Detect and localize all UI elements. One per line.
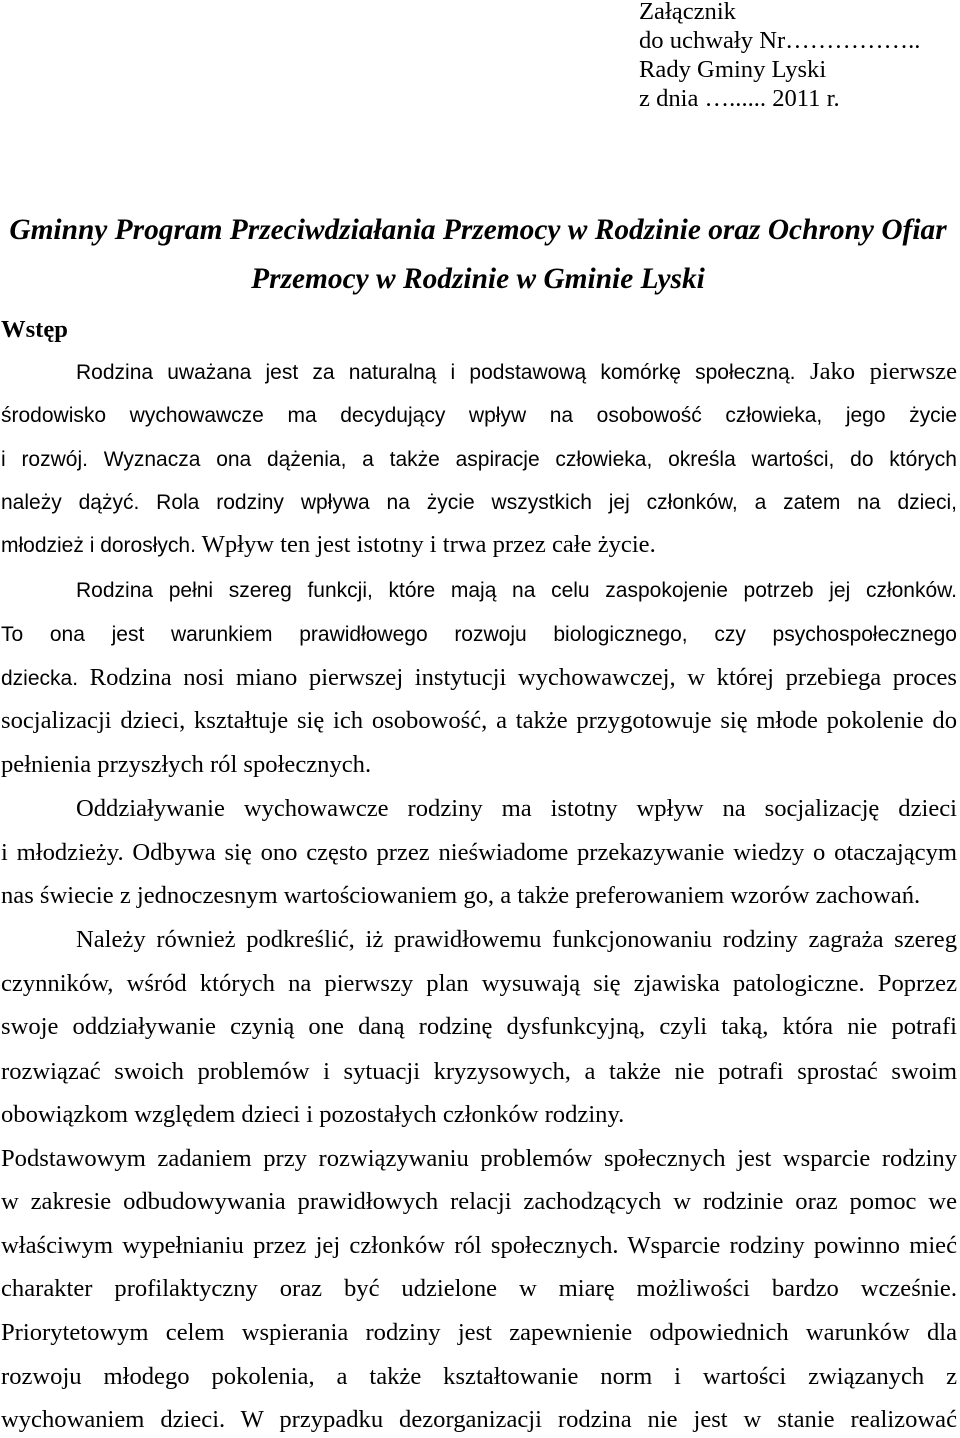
text-segment: rozwoju młodego pokolenia, a także kształtowanie norm i wartości związanych z (1, 1363, 957, 1390)
text-segment: Oddziaływanie wychowawcze rodziny ma istotny wpływ na socjalizację dzieci (76, 795, 957, 822)
title-line-2: Przemocy w Rodzinie w Gminie Lyski (251, 263, 705, 295)
text-segment: wychowaniem dzieci. W przypadku dezorganizacji rodzina nie jest w stanie realizować (1, 1406, 957, 1433)
text-segment: Rodzina uważana jest za naturalną i podstawową komórkę społeczną. (76, 361, 796, 384)
text-segment: Priorytetowym celem wspierania rodziny jest zapewnienie odpowiednich warunków dla (1, 1319, 957, 1346)
body-line (1, 444, 957, 474)
body-line (1, 530, 957, 560)
body-line (1, 487, 957, 517)
text-segment: Jako pierwsze (795, 358, 957, 385)
text-segment: Wpływ ten jest istotny i trwa przez całe życie. (195, 531, 656, 558)
body-line (1, 969, 957, 999)
text-segment: nas świecie z jednoczesnym wartościowaniem go, a także preferowaniem wzorów zachowań. (1, 882, 921, 909)
attachment-label: Załącznik (639, 0, 736, 25)
body-line (1, 1012, 957, 1042)
body-line (1, 881, 957, 911)
text-segment: To ona jest warunkiem prawidłowego rozwoju biologicznego, czy psychospołecznego (1, 623, 957, 646)
body-line (1, 400, 957, 430)
text-segment: młodzież i dorosłych. (1, 534, 196, 557)
body-line (76, 575, 957, 605)
body-line (1, 1187, 957, 1217)
body-line (1, 663, 957, 693)
text-segment: obowiązkom względem dzieci i pozostałych członków rodziny. (1, 1101, 625, 1128)
body-line (1, 1057, 957, 1087)
text-segment: pełnienia przyszłych ról społecznych. (1, 751, 372, 778)
text-segment: dziecka. (1, 667, 79, 690)
text-segment: w zakresie odbudowywania prawidłowych relacji zachodzących w rodzinie oraz pomoc we (1, 1188, 957, 1215)
text-segment: należy dążyć. Rola rodziny wpływa na życie wszystkich jej członków, a zatem na dzieci, (1, 491, 957, 514)
body-line (1, 1144, 957, 1174)
body-line (76, 357, 957, 387)
body-line (1, 1405, 957, 1435)
text-segment: i rozwój. Wyznacza ona dążenia, a także aspiracje człowieka, określa wartości, do których (1, 448, 957, 471)
text-segment: środowisko wychowawcze ma decydujący wpływ na osobowość człowieka, jego życie (1, 404, 957, 427)
body-line (1, 1274, 957, 1304)
body-line (76, 794, 957, 824)
resolution-number: do uchwały Nr…………….. (639, 27, 921, 54)
text-segment: socjalizacji dzieci, kształtuje się ich osobowość, a także przygotowuje się młode pokolenie do (1, 707, 957, 734)
body-line (1, 706, 957, 736)
body-line (1, 1231, 957, 1261)
text-segment: rozwiązać swoich problemów i sytuacji kryzysowych, a także nie potrafi sprostać swoim (1, 1058, 957, 1085)
body-line (1, 1318, 957, 1348)
council-name: Rady Gminy Lyski (639, 56, 827, 83)
text-segment: Podstawowym zadaniem przy rozwiązywaniu problemów społecznych jest wsparcie rodziny (1, 1145, 957, 1172)
text-segment: czynników, wśród których na pierwszy plan wysuwają się zjawiska patologiczne. Poprzez (1, 970, 957, 997)
body-line (1, 619, 957, 649)
body-line (1, 838, 957, 868)
resolution-date: z dnia …...... 2011 r. (639, 85, 840, 112)
text-segment: swoje oddziaływanie czynią one daną rodzinę dysfunkcyjną, czyli taką, która nie potrafi (1, 1013, 957, 1040)
text-segment: Rodzina pełni szereg funkcji, które mają na celu zaspokojenie potrzeb jej członków. (76, 579, 957, 602)
body-line (1, 1362, 957, 1392)
body-line (1, 1100, 957, 1130)
text-segment: właściwym wypełnianiu przez jej członków ról społecznych. Wsparcie rodziny powinno mieć (1, 1232, 957, 1259)
text-segment: i młodzieży. Odbywa się ono często przez nieświadome przekazywanie wiedzy o otaczającym (1, 839, 957, 866)
title-line-1: Gminny Program Przeciwdziałania Przemocy w Rodzinie oraz Ochrony Ofiar (9, 214, 947, 246)
body-line (1, 750, 957, 780)
section-heading: Wstęp (1, 316, 68, 343)
text-segment: Należy również podkreślić, iż prawidłowemu funkcjonowaniu rodziny zagraża szereg (76, 926, 957, 953)
body-line (76, 925, 957, 955)
text-segment: Rodzina nosi miano pierwszej instytucji wychowawczej, w której przebiega proces (78, 664, 957, 691)
text-segment: charakter profilaktyczny oraz być udzielone w miarę możliwości bardzo wcześnie. (1, 1275, 957, 1302)
